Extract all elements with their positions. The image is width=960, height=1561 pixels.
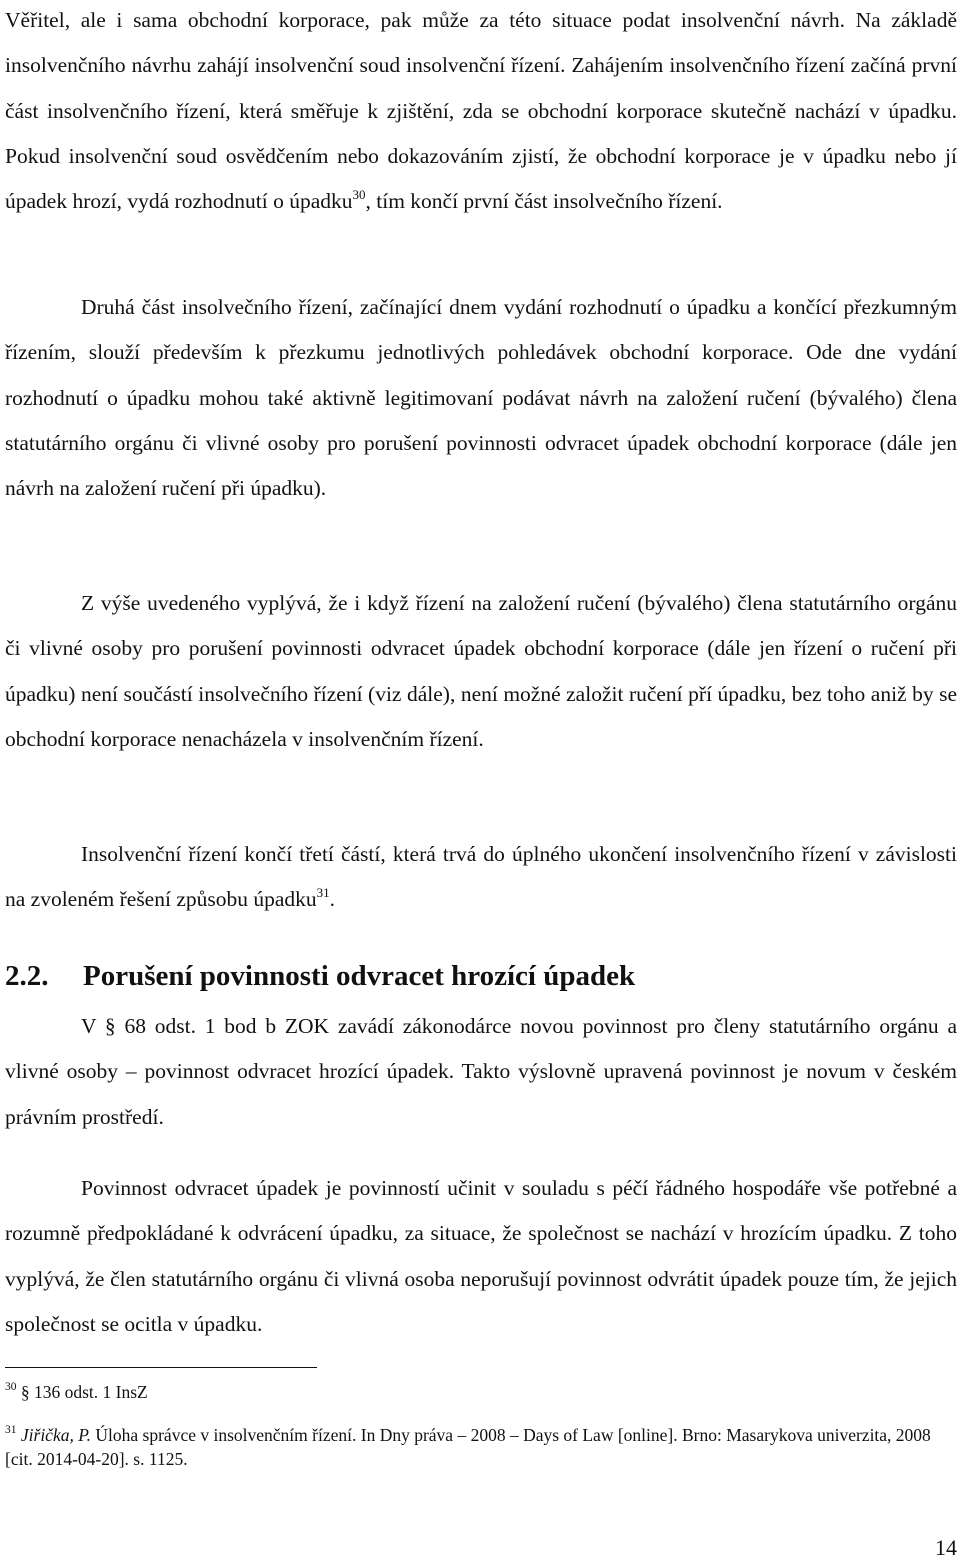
paragraph-text: .	[329, 887, 336, 912]
paragraph-third-part	[5, 832, 957, 923]
footnote-author: Jiřička, P.	[20, 1425, 92, 1445]
section-title: Porušení povinnosti odvracet hrozící úpadek	[83, 960, 636, 992]
footnote-text: Úloha správce v insolvenčním řízení. In Dny práva – 2008 – Days of Law [online]. Brno: Masarykova univerzita, 2008 [cit. 2014-04-20]. s. 1125.	[5, 1425, 931, 1469]
footnote-text: § 136 odst. 1 InsZ	[16, 1382, 148, 1402]
footnote-reference-31: 31	[316, 885, 330, 901]
paragraph-duty-definition: Povinnost odvracet úpadek je povinností učinit v souladu s péčí řádného hospodáře vše potřebné a rozumně předpokládané k odvrácení úpadku, za situace, že společnost se nachází v hrozícím úpadku. Z toho vyplývá, že člen statutárního orgánu či vlivná osoba neporušují povinnost odvrátit úpadek pouze tím, že jejich společnost se ocitla v úpadku.	[5, 1176, 957, 1336]
paragraph-second-part: Druhá část insolvečního řízení, začínající dnem vydání rozhodnutí o úpadku a končící přezkumným řízením, slouží především k přezkumu jednotlivých pohledávek obchodní korporace. Ode dne vydání rozhodnutí o úpadku mohou také aktivně legitimovaní podávat návrh na založení ručení (bývalého) člena statutárního orgánu či vlivné osoby pro porušení povinnosti odvracet úpadek obchodní korporace (dále jen návrh na založení ručení při úpadku).	[5, 295, 957, 501]
footnote-number: 31	[5, 1424, 17, 1436]
footnote-31	[5, 1423, 950, 1471]
section-number: 2.2.	[5, 960, 49, 992]
page-number: 14	[935, 1535, 957, 1560]
paragraph-insolvency-petition	[5, 0, 957, 224]
paragraph-text: Věřitel, ale i sama obchodní korporace, pak může za této situace podat insolvenční návrh. Na základě insolvenčního návrhu zahájí insolvenční soud insolvenční řízení. Zahájením insolvenčního řízení začíná první část insolvenčního řízení, která směřuje k zjištění, zda se obchodní korporace skutečně nachází v úpadku. Pokud insolvenční soud osvědčením nebo dokazováním zjistí, že obchodní korporace je v úpadku nebo jí úpadek hrozí, vydá rozhodnutí o úpadku	[5, 8, 957, 214]
paragraph-text: , tím končí první část insolvečního řízení.	[365, 189, 723, 214]
footnote-30	[5, 1380, 950, 1404]
section-heading	[5, 952, 635, 1000]
paragraph-liability-proceedings: Z výše uvedeného vyplývá, že i když řízení na založení ručení (bývalého) člena statutárního orgánu či vlivné osoby pro porušení povinnosti odvracet úpadek obchodní korporace (dále jen řízení o ručení při úpadku) není součástí insolvečního řízení (viz dále), není možné založit ručení pří úpadku, bez toho aniž by se obchodní korporace nenacházela v insolvenčním řízení.	[5, 591, 957, 751]
footnote-number: 30	[5, 1381, 17, 1393]
paragraph-new-duty: V § 68 odst. 1 bod b ZOK zavádí zákonodárce novou povinnost pro členy statutárního orgánu a vlivné osoby – povinnost odvracet hrozící úpadek. Takto výslovně upravená povinnost je novum v českém právním prostředí.	[5, 1014, 957, 1129]
paragraph-text: Insolvenční řízení končí třetí částí, která trvá do úplného ukončení insolvenčního řízení v závislosti na zvoleném řešení způsobu úpadku	[5, 842, 957, 912]
footnote-reference-30: 30	[352, 187, 366, 203]
footnote-separator	[5, 1367, 317, 1368]
